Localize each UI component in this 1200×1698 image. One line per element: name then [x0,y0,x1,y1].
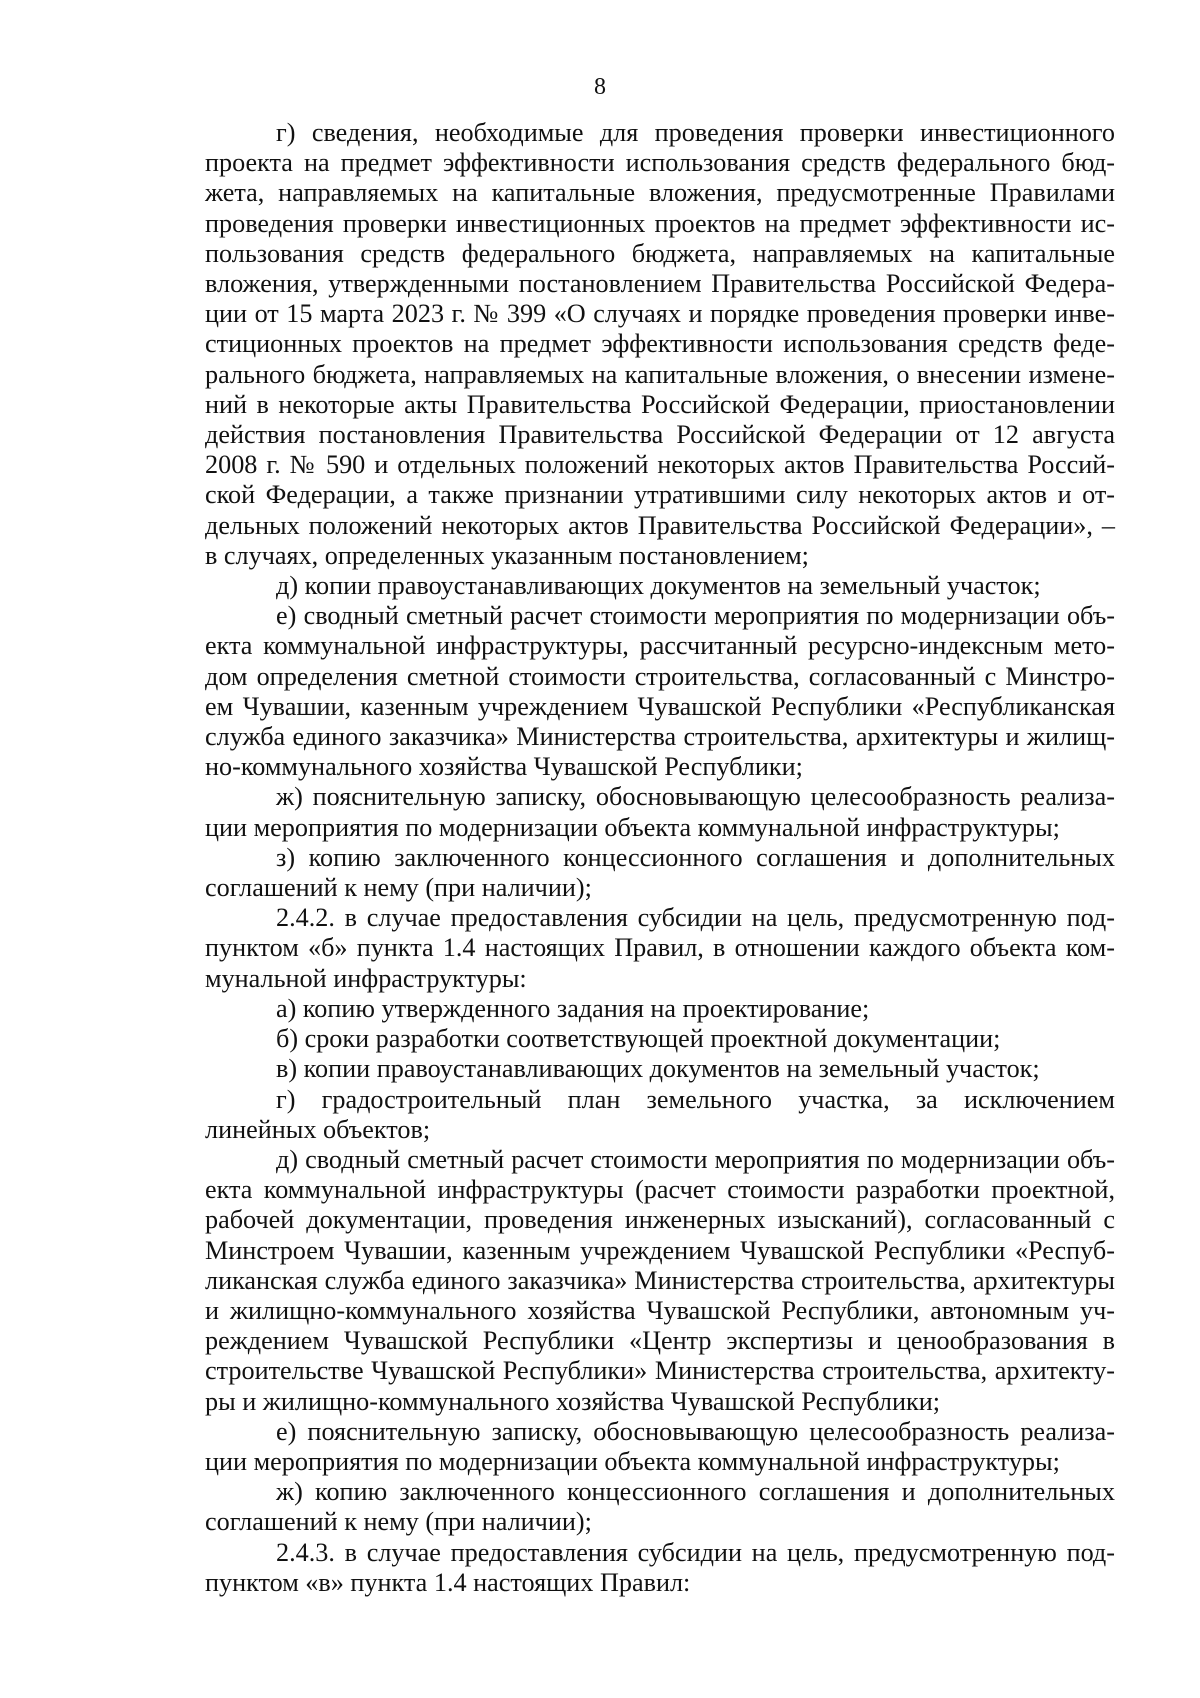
paragraph-v-land-documents: в) копии правоустанавливающих документов на земельный участок; [276,1054,1040,1084]
paragraph-z-concession-agreement: з) копию заключенного концессионного соглашения и дополнительных соглашений к нему (при наличии); [205,842,1115,903]
paragraph-d-estimate: д) сводный сметный расчет стоимости мероприятия по модернизации объекта коммунальной инфраструктуры (расчет стоимости разработки проектной, рабочей документации, проведения инженерных изысканий), согласованный с Минстроем Чувашии, казенным учреждением Чувашской Республики «Республиканская служба единого заказчика» Министерства строительства, архитектуры и жилищно-коммунального хозяйства Чувашской Республики, автономным учреждением Чувашской Республики «Центр экспертизы и ценообразования в строительстве Чувашской Республики» Министерства строительства, архитектуры и жилищно-коммунального хозяйства Чувашской Республики; [205,1144,1115,1416]
paragraph-e-estimate: е) сводный сметный расчет стоимости мероприятия по модернизации объекта коммунальной инфраструктуры, рассчитанный ресурсно-индексным методом определения сметной стоимости строительства, согласованный с Минстроем Чувашии, казенным учреждением Чувашской Республики «Республиканская служба единого заказчика» Министерства строительства, архитектуры и жилищно-коммунального хозяйства Чувашской Республики; [205,601,1115,782]
paragraph-g-investment-check: г) сведения, необходимые для проведения проверки инвестиционного проекта на предмет эффективности использования средств федерального бюджета, направляемых на капитальные вложения, предусмотренные Правилами проведения проверки инвестиционных проектов на предмет эффективности использования средств федерального бюджета, направляемых на капитальные вложения, утвержденными постановлением Правительства Российской Федерации от 15 марта 2023 г. № 399 «О случаях и порядке проведения проверки инвестиционных проектов на предмет эффективности использования средств федерального бюджета, направляемых на капитальные вложения, о внесении изменений в некоторые акты Правительства Российской Федерации, приостановлении действия постановления Правительства Российской Федерации от 12 августа 2008 г. № 590 и отдельных положений некоторых актов Правительства Российской Федерации, а также признании утратившими силу некоторых актов и отдельных положений некоторых актов Правительства Российской Федерации», – в случаях, определенных указанным постановлением; [205,118,1115,570]
paragraph-zh-explanatory-note: ж) пояснительную записку, обосновывающую целесообразность реализации мероприятия по модернизации объекта коммунальной инфраструктуры; [205,782,1115,842]
paragraph-g-urban-plan: г) градостроительный план земельного участка, за исключением линейных объектов; [205,1084,1115,1144]
paragraph-a-design-assignment: а) копию утвержденного задания на проектирование; [276,993,870,1023]
paragraph-2-4-3: 2.4.3. в случае предоставления субсидии на цель, предусмотренную подпунктом «в» пункта 1.4 настоящих Правил: [205,1537,1115,1597]
paragraph-zh-concession-agreement: ж) копию заключенного концессионного соглашения и дополнительных соглашений к нему (при наличии); [205,1477,1115,1537]
paragraph-d-land-documents: д) копии правоустанавливающих документов на земельный участок; [276,571,1041,601]
document-body [205,118,1115,1598]
page-number: 8 [594,74,606,100]
paragraph-b-design-timeline: б) сроки разработки соответствующей проектной документации; [276,1024,1001,1054]
paragraph-e-explanatory-note: е) пояснительную записку, обосновывающую целесообразность реализации мероприятия по модернизации объекта коммунальной инфраструктуры; [205,1416,1115,1476]
paragraph-2-4-2: 2.4.2. в случае предоставления субсидии на цель, предусмотренную подпунктом «б» пункта 1.4 настоящих Правил, в отношении каждого объекта коммунальной инфраструктуры: [205,903,1115,993]
